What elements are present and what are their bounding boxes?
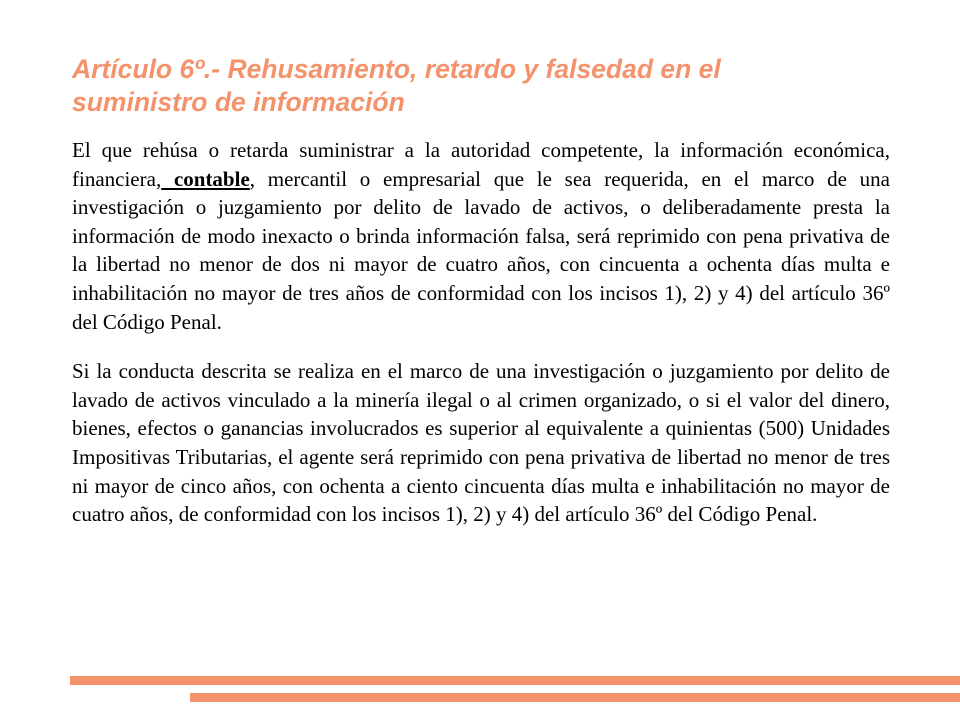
paragraph-2: Si la conducta descrita se realiza en el marco de una investigación o juzgamiento por delito de lavado de activos vinculado a la minería ilegal o al crimen organizado, o si el valor del dinero, bienes, efectos o ganancias involucrados es superior al equivalente a quinientas (500) Unidades Impositivas Tributarias, el agente será reprimido con pena privativa de libertad no menor de tres ni mayor de cinco años, con ochenta a ciento cincuenta días multa e inhabilitación no mayor de cuatro años, de conformidad con los incisos 1), 2) y 4) del artículo 36º del Código Penal. [72,359,890,527]
decorative-bar-top [70,676,960,685]
slide-body [72,136,890,529]
paragraph-1 [72,136,890,336]
title-line-1: Artículo 6º.- Rehusamiento, retardo y falsedad en el [72,54,721,84]
emphasized-word: contable [161,166,250,191]
slide-title [72,53,902,119]
paragraph-1-start: El que rehúsa o retarda suministrar a la autoridad competente, la información económica, financiera, [72,138,890,191]
paragraph-1-end: , mercantil o empresarial que le sea requerida, en el marco de una investigación o juzgamiento por delito de lavado de activos, o deliberadamente presta la información de modo inexacto o brinda información falsa, será reprimido con pena privativa de la libertad no menor de dos ni mayor de cuatro años, con cincuenta a ochenta días multa e inhabilitación no mayor de tres años de conformidad con los incisos 1), 2) y 4) del artículo 36º del Código Penal. [72,166,891,334]
title-line-2: suministro de información [72,87,405,117]
decorative-bar-bottom [190,693,960,702]
